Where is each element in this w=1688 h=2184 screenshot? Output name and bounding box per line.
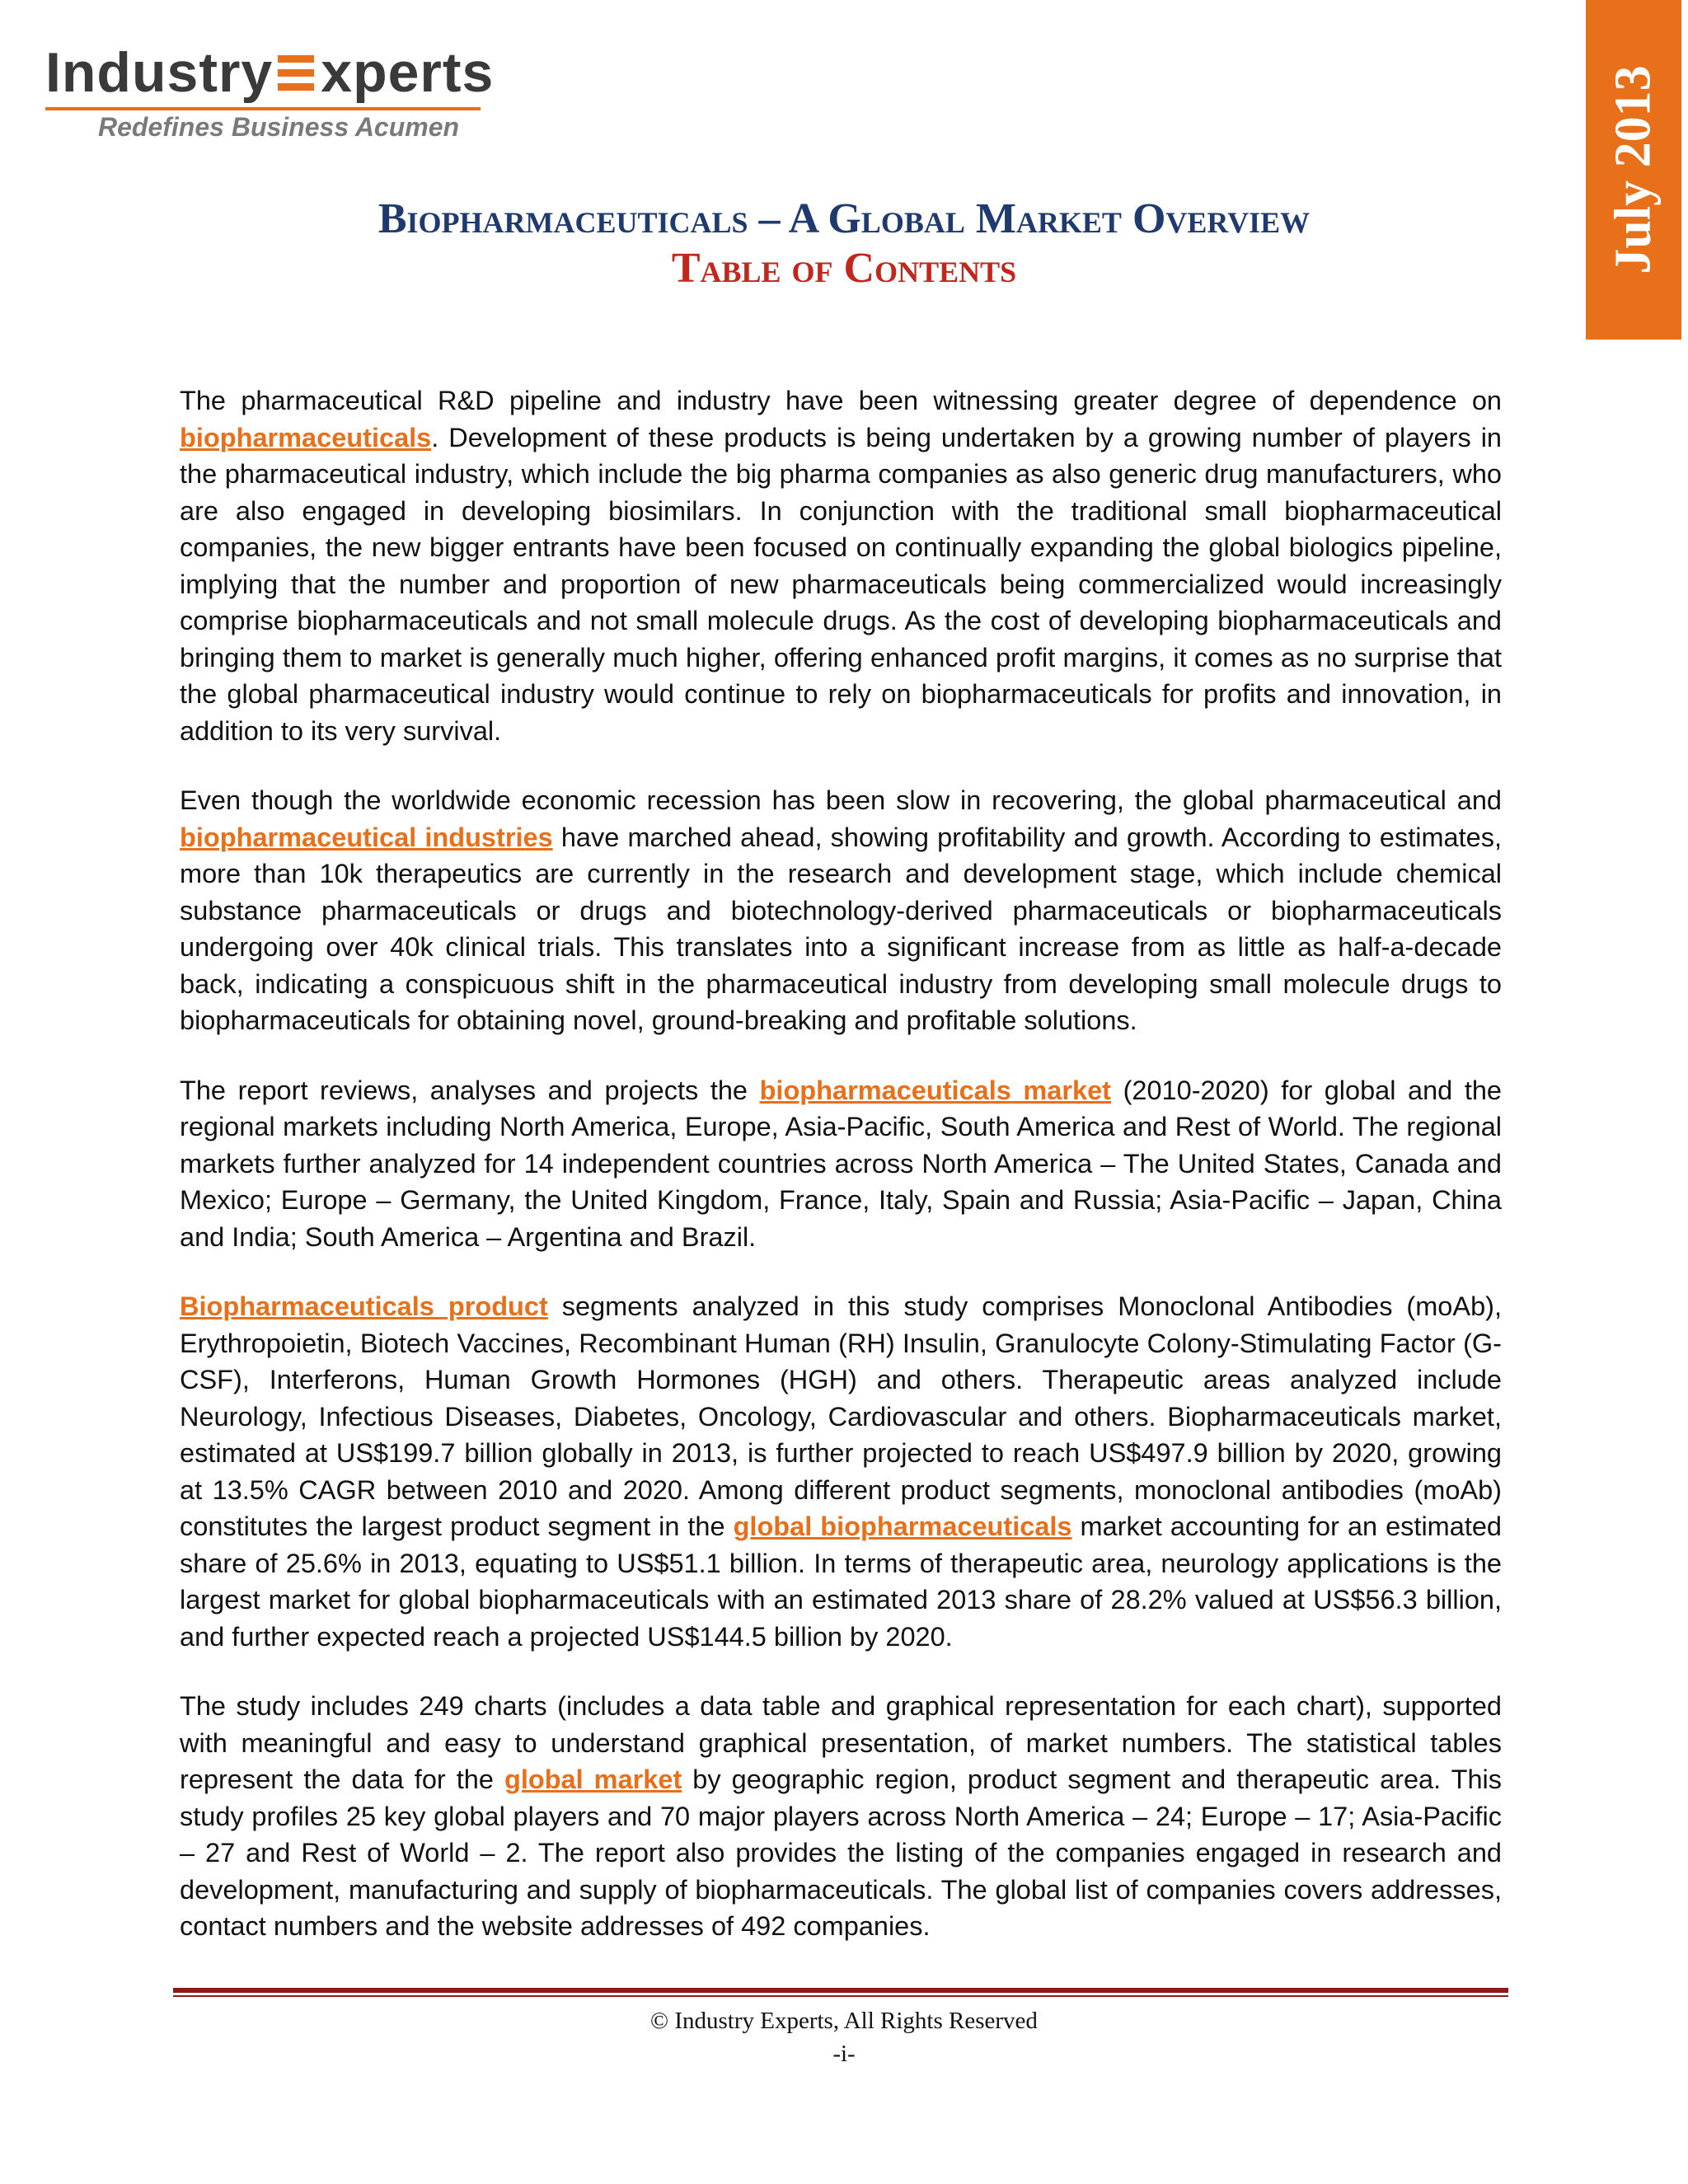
logo-tagline: Redefines Business Acumen — [98, 112, 460, 142]
paragraph-text: The report reviews, analyses and projects the — [180, 1075, 760, 1105]
link-biopharmaceuticals[interactable]: biopharmaceuticals — [180, 422, 432, 452]
paragraph-text: segments analyzed in this study comprises Monoclonal Antibodies (moAb), Erythropoietin, Biotech Vaccines, Recombinant Human (RH) Insulin, Granulocyte Colony-Stimulating Factor (G-CSF), Interferons, Human Growth Hormones (HGH) and others. Therapeutic areas analyzed include Neurology, Infectious Diseases, Diabetes, Oncology, Cardiovascular and others. Biopharmaceuticals market, estimated at US$199.7 billion globally in 2013, is further projected to reach US$497.9 billion by 2020, growing at 13.5% CAGR between 2010 and 2020. Among different product segments, monoclonal antibodies (moAb) constitutes the largest product segment in the — [180, 1291, 1502, 1541]
link-biopharmaceuticals-product[interactable]: Biopharmaceuticals product — [180, 1291, 548, 1321]
paragraph-text: . Development of these products is being undertaken by a growing number of players in the pharmaceutical industry, which include the big pharma companies as also generic drug manufacturers, who are also engaged in developing biosimilars. In conjunction with the traditional small biopharmaceutical companies, the new bigger entrants have been focused on continually expanding the global biologics pipeline, implying that the number and proportion of new pharmaceuticals being commercialized would increasingly comprise biopharmaceuticals and not small molecule drugs. As the cost of developing biopharmaceuticals and bringing them to market is generally much higher, offering enhanced profit margins, it comes as no surprise that the global pharmaceutical industry would continue to rely on biopharmaceuticals for profits and innovation, in addition to its very survival. — [180, 422, 1502, 746]
paragraph-4 — [180, 1288, 1502, 1655]
paragraph-text: have marched ahead, showing profitability and growth. According to estimates, more than 10k therapeutics are currently in the research and development stage, which include chemical substance pharmaceuticals or drugs and biotechnology-derived pharmaceuticals or biopharmaceuticals undergoing over 40k clinical trials. This translates into a significant increase from as little as half-a-decade back, indicating a conspicuous shift in the pharmaceutical industry from developing small molecule drugs to biopharmaceuticals for obtaining novel, ground-breaking and profitable solutions. — [180, 822, 1502, 1035]
link-global-biopharmaceuticals[interactable]: global biopharmaceuticals — [733, 1511, 1072, 1541]
paragraph-text: by geographic region, product segment and therapeutic area. This study profiles 25 key global players and 70 major players across North America – 24; Europe – 17; Asia-Pacific – 27 and Rest of World – 2. The report also provides the listing of the companies engaged in research and development, manufacturing and supply of biopharmaceuticals. The global list of companies covers addresses, contact numbers and the website addresses of 492 companies. — [180, 1765, 1502, 1941]
paragraph-1 — [180, 382, 1502, 749]
paragraph-text: The pharmaceutical R&D pipeline and industry have been witnessing greater degree of dependence on — [180, 386, 1502, 415]
company-logo — [45, 40, 495, 147]
link-biopharmaceuticals-market[interactable]: biopharmaceuticals market — [759, 1075, 1111, 1105]
paragraph-2 — [180, 782, 1502, 1039]
link-global-market[interactable]: global market — [504, 1765, 682, 1794]
report-title: Biopharmaceuticals – A Global Market Overview — [377, 195, 1311, 242]
paragraph-5 — [180, 1688, 1502, 1945]
paragraph-text: market accounting for an estimated share of 25.6% in 2013, equating to US$51.1 billion. In terms of therapeutic area, neurology applications is the largest market for global biopharmaceuticals with an estimated 2013 share of 28.2% valued at US$56.3 billion, and further expected reach a projected US$144.5 billion by 2020. — [180, 1511, 1502, 1652]
paragraph-text: (2010-2020) for global and the regional markets including North America, Europe, Asia-Pacific, South America and Rest of World. The regional markets further analyzed for 14 independent countries across North America – The United States, Canada and Mexico; Europe – Germany, the United Kingdom, France, Italy, Spain and Russia; Asia-Pacific – Japan, China and India; South America – Argentina and Brazil. — [180, 1075, 1502, 1252]
footer-rule — [173, 1988, 1508, 1993]
report-summary — [180, 382, 1502, 1978]
toc-heading: Table of Contents — [671, 245, 1017, 292]
logo-word-industry: Industry — [45, 41, 274, 104]
paragraph-text: The study includes 249 charts (includes a data table and graphical representation for each chart), supported with meaningful and easy to understand graphical presentation, of market numbers. The statistical tables represent the data for the — [180, 1691, 1502, 1794]
date-label: July 2013 — [1605, 65, 1662, 274]
paragraph-3 — [180, 1072, 1502, 1256]
logo-e-icon — [276, 52, 317, 95]
paragraph-text: Even though the worldwide economic recession has been slow in recovering, the global pharmaceutical and — [180, 785, 1502, 815]
logo-word-xperts: xperts — [321, 41, 495, 104]
page-number: -i- — [832, 2041, 856, 2067]
logo-wordmark — [45, 40, 494, 105]
link-biopharmaceutical-industries[interactable]: biopharmaceutical industries — [180, 822, 553, 852]
logo-underline — [45, 107, 481, 110]
footer-rule-thin — [173, 1995, 1508, 1997]
footer-copyright: © Industry Experts, All Rights Reserved — [650, 2008, 1038, 2034]
